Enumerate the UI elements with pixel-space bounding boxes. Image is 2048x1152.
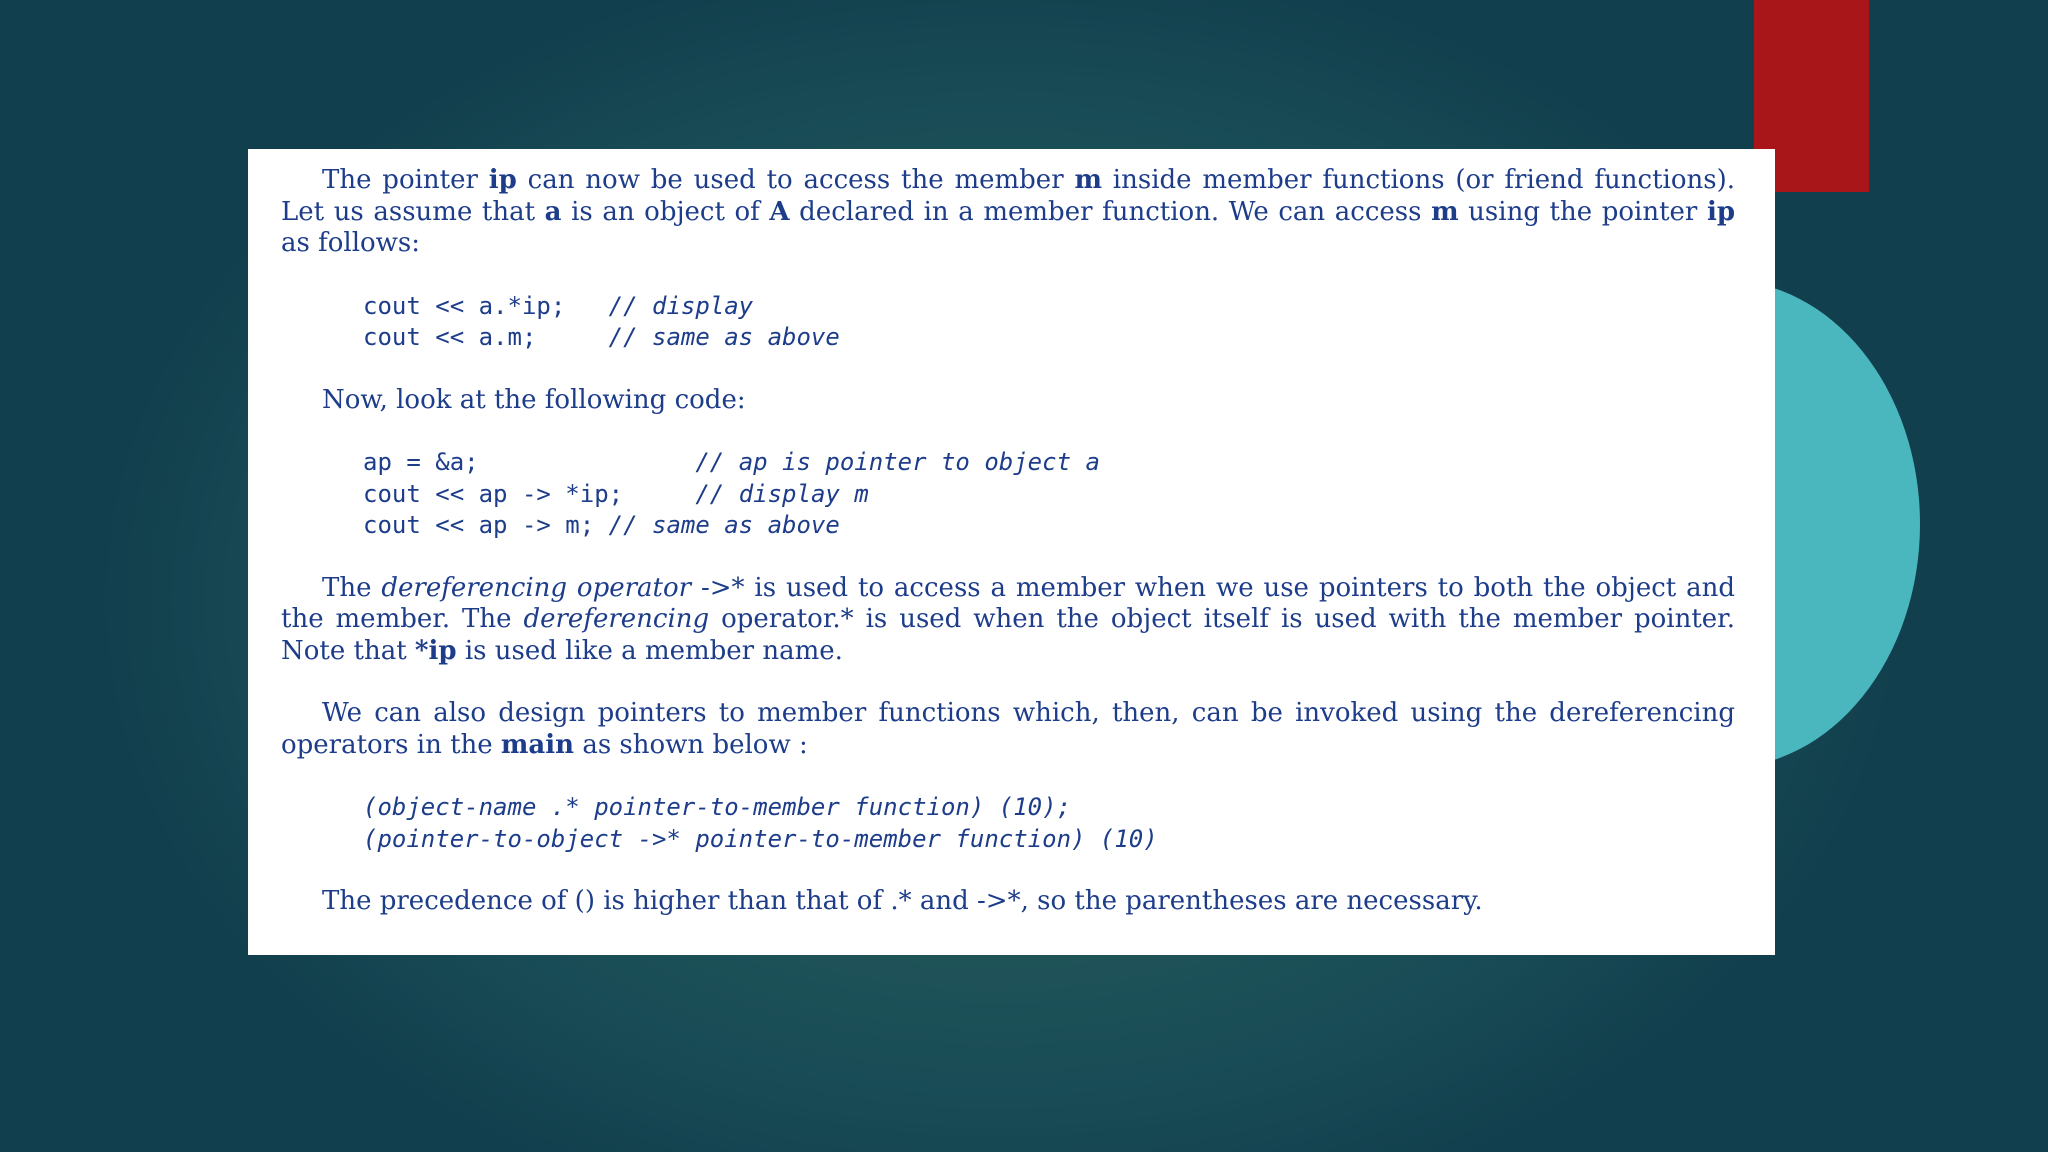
bold-term: A [769,196,790,227]
text-run: is an object of [561,196,770,227]
code-line: (object-name .* pointer-to-member function) (10); [363,793,1072,821]
code-block-2 [363,447,1735,542]
code-text: cout << a.*ip; [363,291,609,320]
code-block-3 [363,792,1735,855]
bold-term: ip [488,165,517,195]
spacer [281,855,1735,886]
paragraph-dereferencing-operator [281,573,1735,668]
code-comment: // same as above [608,511,840,539]
bold-term: m [1074,165,1102,195]
bold-term: a [544,196,562,227]
text-run: ->* is used to access a member when we use pointers to both the object and the member. The [281,572,1736,634]
paragraph-look-at-code: Now, look at the following code: [322,384,746,415]
code-text: ap = &a; [363,448,696,476]
text-run: The [322,572,382,603]
code-comment: // ap is pointer to object a [695,448,1100,476]
document-panel [248,149,1775,955]
text-run: as follows: [281,228,421,258]
text-run: operator.* is used when the object itself is used with the member pointer. Note that [281,604,1735,666]
spacer [281,416,1735,447]
code-block-1 [363,291,1735,354]
spacer [281,761,1735,792]
text-run: as shown below : [574,729,808,760]
bold-term: ip [1706,196,1735,227]
text-run: using the pointer [1458,196,1707,227]
spacer [281,667,1735,698]
bold-term: m [1431,196,1459,227]
text-run: We can also design pointers to member functions which, then, can be invoked using the dereferencing operators in the [281,698,1735,760]
italic-term: dereferencing operator [381,572,692,603]
paragraph-precedence: The precedence of () is higher than that of .* and ->*, so the parentheses are necessary. [322,886,1483,916]
code-line [363,511,840,539]
paragraph-member-function-pointers [281,698,1735,761]
code-text: cout << a.m; [363,323,609,351]
code-comment: // display m [695,479,869,508]
text-run: declared in a member function. We can access [789,196,1432,227]
paragraph-pointer-access [281,165,1735,260]
code-text: cout << ap -> *ip; [363,479,696,508]
spacer [281,260,1735,291]
text-run: The pointer [322,165,489,195]
code-comment: // same as above [608,323,840,351]
bold-term: *ip [414,635,457,666]
code-line [363,480,869,508]
text-run: inside member functions (or friend functions). Let us assume that [281,165,1735,227]
code-comment: // display [608,291,754,320]
code-text: cout << ap -> m; [363,511,609,539]
italic-term: dereferencing [523,604,710,634]
spacer [281,542,1735,573]
text-run: can now be used to access the member [516,165,1075,195]
bold-term: main [500,729,575,760]
code-line [363,292,753,320]
code-line [363,323,840,351]
code-line: (pointer-to-object ->* pointer-to-member function) (10) [363,824,1158,853]
text-run: is used like a member name. [456,635,843,666]
code-line [363,448,1100,476]
spacer [281,354,1735,385]
